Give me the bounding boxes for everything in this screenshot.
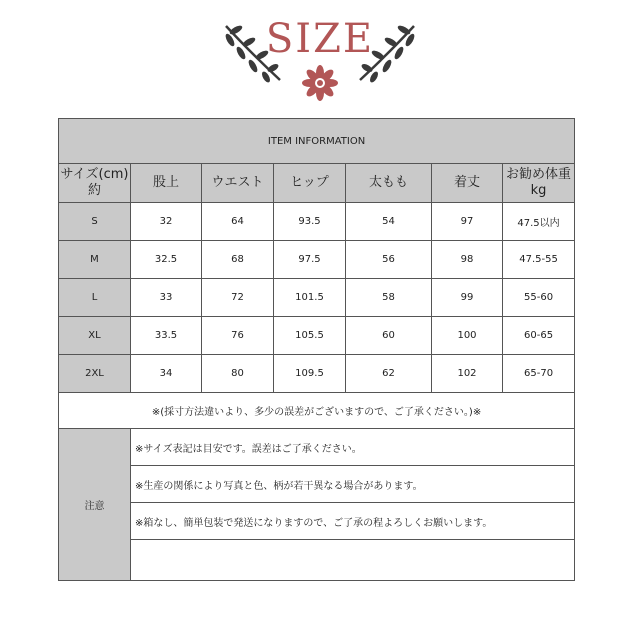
- size-label: XL: [59, 317, 131, 355]
- table-row: [59, 317, 575, 355]
- table-cell: 109.5: [274, 355, 346, 393]
- attention-item: ※生産の関係により写真と色、柄が若干異なる場合があります。: [131, 466, 575, 503]
- table-cell: 93.5: [274, 203, 346, 241]
- table-row: [59, 241, 575, 279]
- table-cell: 65-70: [503, 355, 575, 393]
- attention-item-empty: [131, 540, 575, 581]
- attention-item: ※サイズ表記は目安です。誤差はご了承ください。: [131, 429, 575, 466]
- table-cell: 32.5: [131, 241, 202, 279]
- table-cell: 58: [346, 279, 432, 317]
- column-header: ウエスト: [202, 164, 274, 203]
- table-row: [59, 279, 575, 317]
- table-cell: 62: [346, 355, 432, 393]
- table-cell: 105.5: [274, 317, 346, 355]
- table-cell: 34: [131, 355, 202, 393]
- table-cell: 32: [131, 203, 202, 241]
- table-cell: 55-60: [503, 279, 575, 317]
- table-cell: 97.5: [274, 241, 346, 279]
- table-cell: 99: [432, 279, 503, 317]
- size-label: L: [59, 279, 131, 317]
- column-header: ヒップ: [274, 164, 346, 203]
- table-cell: 33.5: [131, 317, 202, 355]
- column-header: サイズ(cm)約: [59, 164, 131, 203]
- page-title: SIZE: [265, 16, 375, 62]
- table-row: [59, 355, 575, 393]
- laurel-right-icon: [352, 22, 418, 88]
- table-cell: 100: [432, 317, 503, 355]
- size-label: 2XL: [59, 355, 131, 393]
- table-cell: 80: [202, 355, 274, 393]
- attention-item: ※箱なし、簡単包装で発送になりますので、ご了承の程よろしくお願いします。: [131, 503, 575, 540]
- flower-ornament-icon: [298, 63, 342, 103]
- column-header: お勧め体重kg: [503, 164, 575, 203]
- table-cell: 102: [432, 355, 503, 393]
- size-table: [58, 118, 575, 581]
- size-label: M: [59, 241, 131, 279]
- size-label: S: [59, 203, 131, 241]
- measurement-note: ※(採寸方法違いより、多少の誤差がございますので、ご了承ください。)※: [59, 393, 575, 429]
- column-header: 股上: [131, 164, 202, 203]
- size-header: [0, 8, 640, 108]
- table-cell: 47.5-55: [503, 241, 575, 279]
- column-header: 着丈: [432, 164, 503, 203]
- table-row: [59, 203, 575, 241]
- table-cell: 60: [346, 317, 432, 355]
- attention-label: 注意: [59, 429, 131, 581]
- item-information-header: ITEM INFORMATION: [59, 119, 575, 164]
- table-cell: 33: [131, 279, 202, 317]
- table-cell: 47.5以内: [503, 203, 575, 241]
- table-cell: 56: [346, 241, 432, 279]
- column-header-row: [59, 164, 575, 203]
- table-cell: 72: [202, 279, 274, 317]
- table-cell: 54: [346, 203, 432, 241]
- table-cell: 101.5: [274, 279, 346, 317]
- table-cell: 97: [432, 203, 503, 241]
- table-cell: 60-65: [503, 317, 575, 355]
- table-cell: 64: [202, 203, 274, 241]
- column-header: 太もも: [346, 164, 432, 203]
- table-cell: 76: [202, 317, 274, 355]
- table-cell: 98: [432, 241, 503, 279]
- table-cell: 68: [202, 241, 274, 279]
